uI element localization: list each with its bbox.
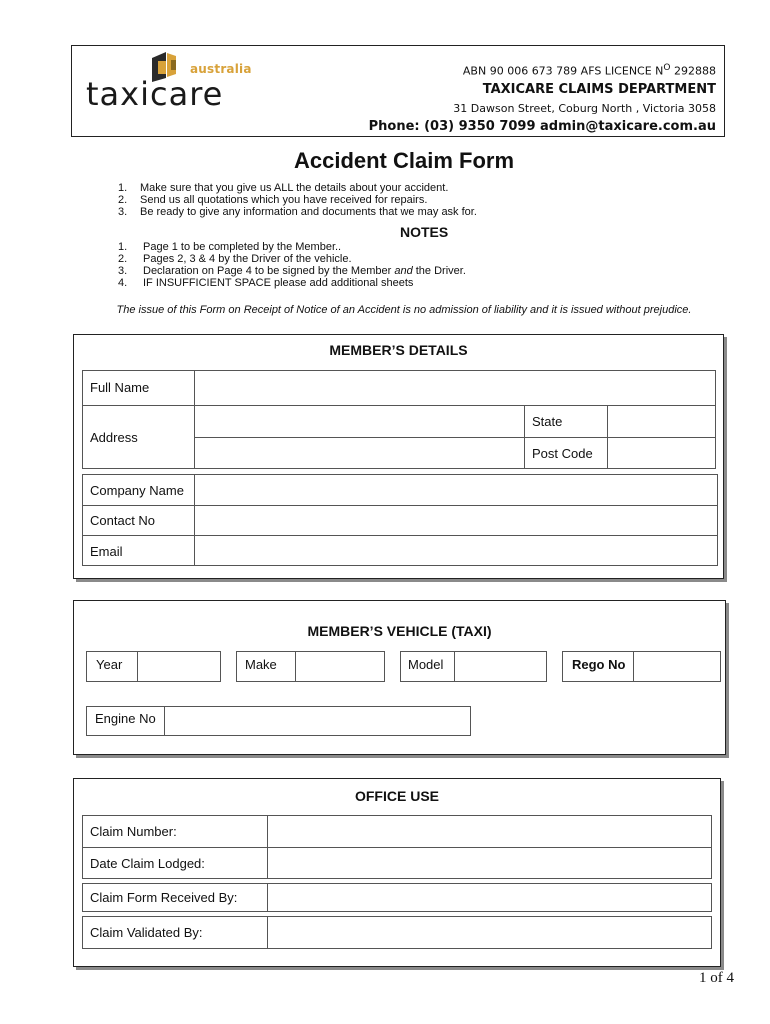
department-address: 31 Dawson Street, Coburg North , Victoria 3058: [453, 102, 716, 115]
address-label: Address: [90, 430, 138, 445]
full-name-label: Full Name: [90, 380, 150, 395]
year-field[interactable]: [137, 651, 221, 682]
state-field[interactable]: [607, 405, 716, 438]
received-by-field[interactable]: [267, 883, 712, 912]
model-field[interactable]: [454, 651, 547, 682]
contact-no-field[interactable]: [194, 505, 718, 536]
list-item: 4. IF INSUFFICIENT SPACE please add additional sheets: [118, 277, 414, 289]
member-vehicle-heading: MEMBER’S VEHICLE (TAXI): [307, 623, 492, 639]
full-name-field[interactable]: [194, 370, 716, 406]
abn-licence: ABN 90 006 673 789 AFS LICENCE $N^O$ 292888: [462, 63, 716, 78]
state-label: State: [532, 414, 563, 429]
post-code-label: Post Code: [532, 446, 593, 461]
list-item: 2. Send us all quotations which you have received for repairs.: [118, 194, 428, 206]
page-title: Accident Claim Form: [293, 148, 515, 173]
list-item: 3. Declaration on Page 4 to be signed by the Member and the Driver.: [118, 265, 466, 277]
rego-label: Rego No: [572, 657, 626, 672]
make-field[interactable]: [295, 651, 385, 682]
validated-by-field[interactable]: [267, 916, 712, 949]
liability-disclaimer: The issue of this Form on Receipt of Notice of an Accident is no admission of liability and it is issued without prejudice.: [116, 304, 692, 316]
department-name: TAXICARE CLAIMS DEPARTMENT: [482, 82, 716, 97]
abn-text: ABN 90 006 673 789 AFS LICENCE N: [462, 64, 664, 78]
office-use-heading: OFFICE USE: [354, 788, 439, 804]
list-item: 1. Make sure that you give us ALL the details about your accident.: [118, 182, 449, 194]
licence-number: 292888: [670, 64, 716, 78]
post-code-field[interactable]: [607, 437, 716, 469]
claim-number-field[interactable]: [267, 815, 712, 848]
date-lodged-label: Date Claim Lodged:: [90, 856, 205, 871]
year-label: Year: [96, 657, 123, 672]
rego-field[interactable]: [633, 651, 721, 682]
email-label: Email: [90, 544, 123, 559]
logo-tagline: australia: [190, 62, 252, 76]
notes-heading: NOTES: [400, 224, 449, 240]
company-name-label: Company Name: [90, 483, 184, 498]
instructions-list: [118, 182, 477, 218]
contact-no-label: Contact No: [90, 513, 156, 528]
make-label: Make: [245, 657, 277, 672]
email-field[interactable]: [194, 535, 718, 566]
model-label: Model: [408, 657, 444, 672]
address-line-2-field[interactable]: [194, 437, 525, 469]
list-item: 3. Be ready to give any information and documents that we may ask for.: [118, 206, 477, 218]
claim-number-label: Claim Number:: [90, 824, 177, 839]
letterhead-box: [71, 45, 725, 137]
company-name-field[interactable]: [194, 474, 718, 506]
list-item: 2. Pages 2, 3 & 4 by the Driver of the vehicle.: [118, 253, 352, 265]
address-line-1-field[interactable]: [194, 405, 525, 438]
validated-by-label: Claim Validated By:: [90, 925, 203, 940]
contact-line: Phone: (03) 9350 7099 admin@taxicare.com.au: [368, 119, 716, 134]
received-by-label: Claim Form Received By:: [90, 890, 238, 905]
list-item: 1. Page 1 to be completed by the Member..: [118, 241, 342, 253]
logo-wordmark: taxicare: [86, 75, 224, 113]
notes-list: [118, 241, 466, 289]
engine-no-label: Engine No: [95, 711, 156, 726]
member-details-heading: MEMBER’S DETAILS: [329, 342, 468, 358]
engine-no-field[interactable]: [164, 706, 471, 736]
page-number: 1 of 4: [699, 970, 734, 986]
date-lodged-field[interactable]: [267, 847, 712, 879]
